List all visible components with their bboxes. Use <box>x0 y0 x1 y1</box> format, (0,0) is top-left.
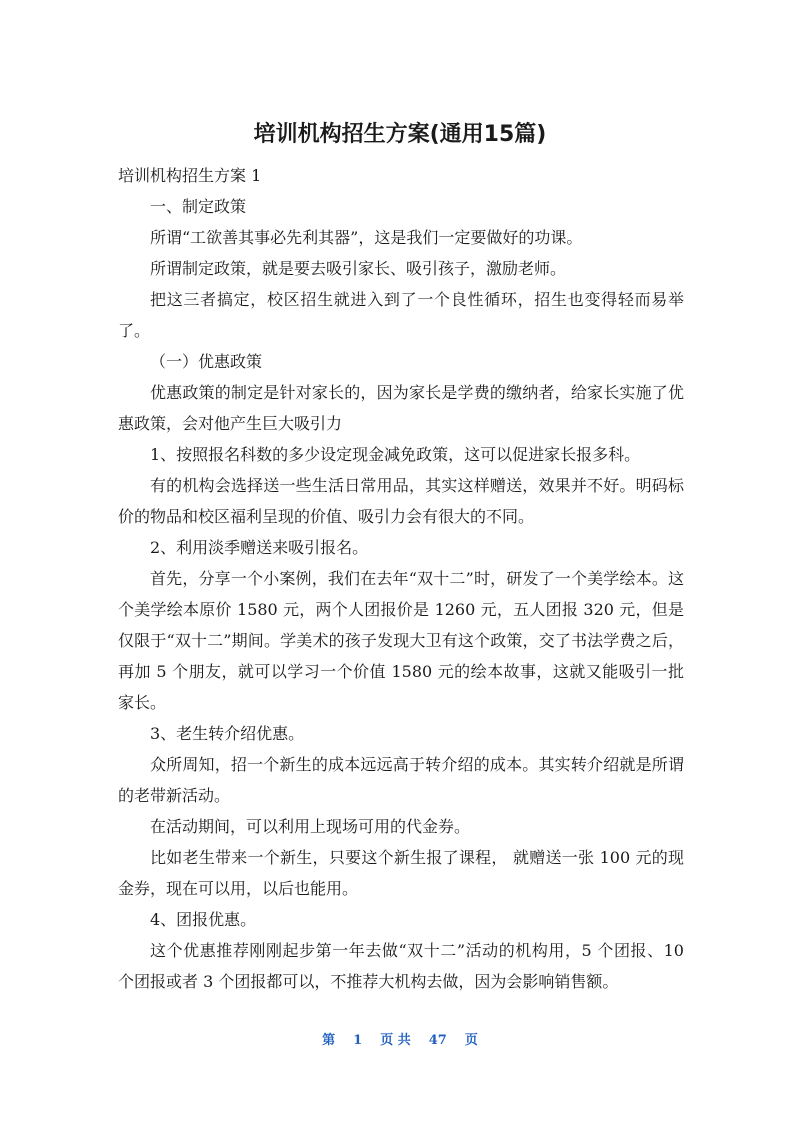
footer-total-pages: 47 <box>428 1033 447 1048</box>
document-paragraph: 培训机构招生方案 1 <box>118 166 262 185</box>
document-title: 培训机构招生方案(通用15篇) <box>253 122 547 147</box>
document-paragraph: 优惠政策的制定是针对家长的，因为家长是学费的缴纳者，给家长实施了优惠政策，会对他产生巨大吸引力 <box>118 383 684 433</box>
footer-prefix: 第 <box>322 1033 336 1048</box>
page-footer <box>0 1031 800 1051</box>
document-paragraph: 比如老生带来一个新生，只要这个新生报了课程， 就赠送一张 100 元的现金券，现在可以用，以后也能用。 <box>118 848 684 898</box>
document-paragraph: 首先，分享一个小案例，我们在去年“双十二”时，研发了一个美学绘本。这个美学绘本原价 1580 元，两个人团报价是 1260 元，五人团报 320 元，但是仅限于“双十二”期间。学美术的孩子发现大卫有这个政策，交了书法学费之后，再加 5 个朋友，就可以学习一个价值 1580 元的绘本故事，这就又能吸引一批家长。 <box>118 569 684 712</box>
document-paragraph: 有的机构会选择送一些生活日常用品，其实这样赠送，效果并不好。明码标价的物品和校区福利呈现的价值、吸引力会有很大的不同。 <box>118 476 684 526</box>
document-paragraph: 4、团报优惠。 <box>150 910 257 929</box>
footer-suffix: 页 <box>464 1033 478 1048</box>
footer-mid: 页 共 <box>380 1033 411 1048</box>
document-paragraph: 把这三者搞定，校区招生就进入到了一个良性循环，招生也变得轻而易举了。 <box>118 290 684 340</box>
document-paragraph: 众所周知，招一个新生的成本远远高于转介绍的成本。其实转介绍就是所谓的老带新活动。 <box>118 755 684 805</box>
footer-page-number: 1 <box>353 1033 363 1048</box>
document-paragraph: 在活动期间，可以利用上现场可用的代金券。 <box>150 817 471 836</box>
document-paragraph: 3、老生转介绍优惠。 <box>150 724 305 743</box>
document-paragraph: 所谓制定政策，就是要去吸引家长、吸引孩子，激励老师。 <box>150 259 567 278</box>
document-paragraph: 这个优惠推荐刚刚起步第一年去做“双十二”活动的机构用，5 个团报、10 个团报或者 3 个团报都可以，不推荐大机构去做，因为会影响销售额。 <box>118 941 684 991</box>
document-paragraph: 一、制定政策 <box>150 197 247 216</box>
document-paragraph: （一）优惠政策 <box>150 352 263 371</box>
document-paragraph: 2、利用淡季赠送来吸引报名。 <box>150 538 369 557</box>
document-paragraph: 所谓“工欲善其事必先利其器”，这是我们一定要做好的功课。 <box>150 228 583 247</box>
document-paragraph: 1、按照报名科数的多少设定现金减免政策，这可以促进家长报多科。 <box>150 445 641 464</box>
document-body <box>118 160 684 997</box>
